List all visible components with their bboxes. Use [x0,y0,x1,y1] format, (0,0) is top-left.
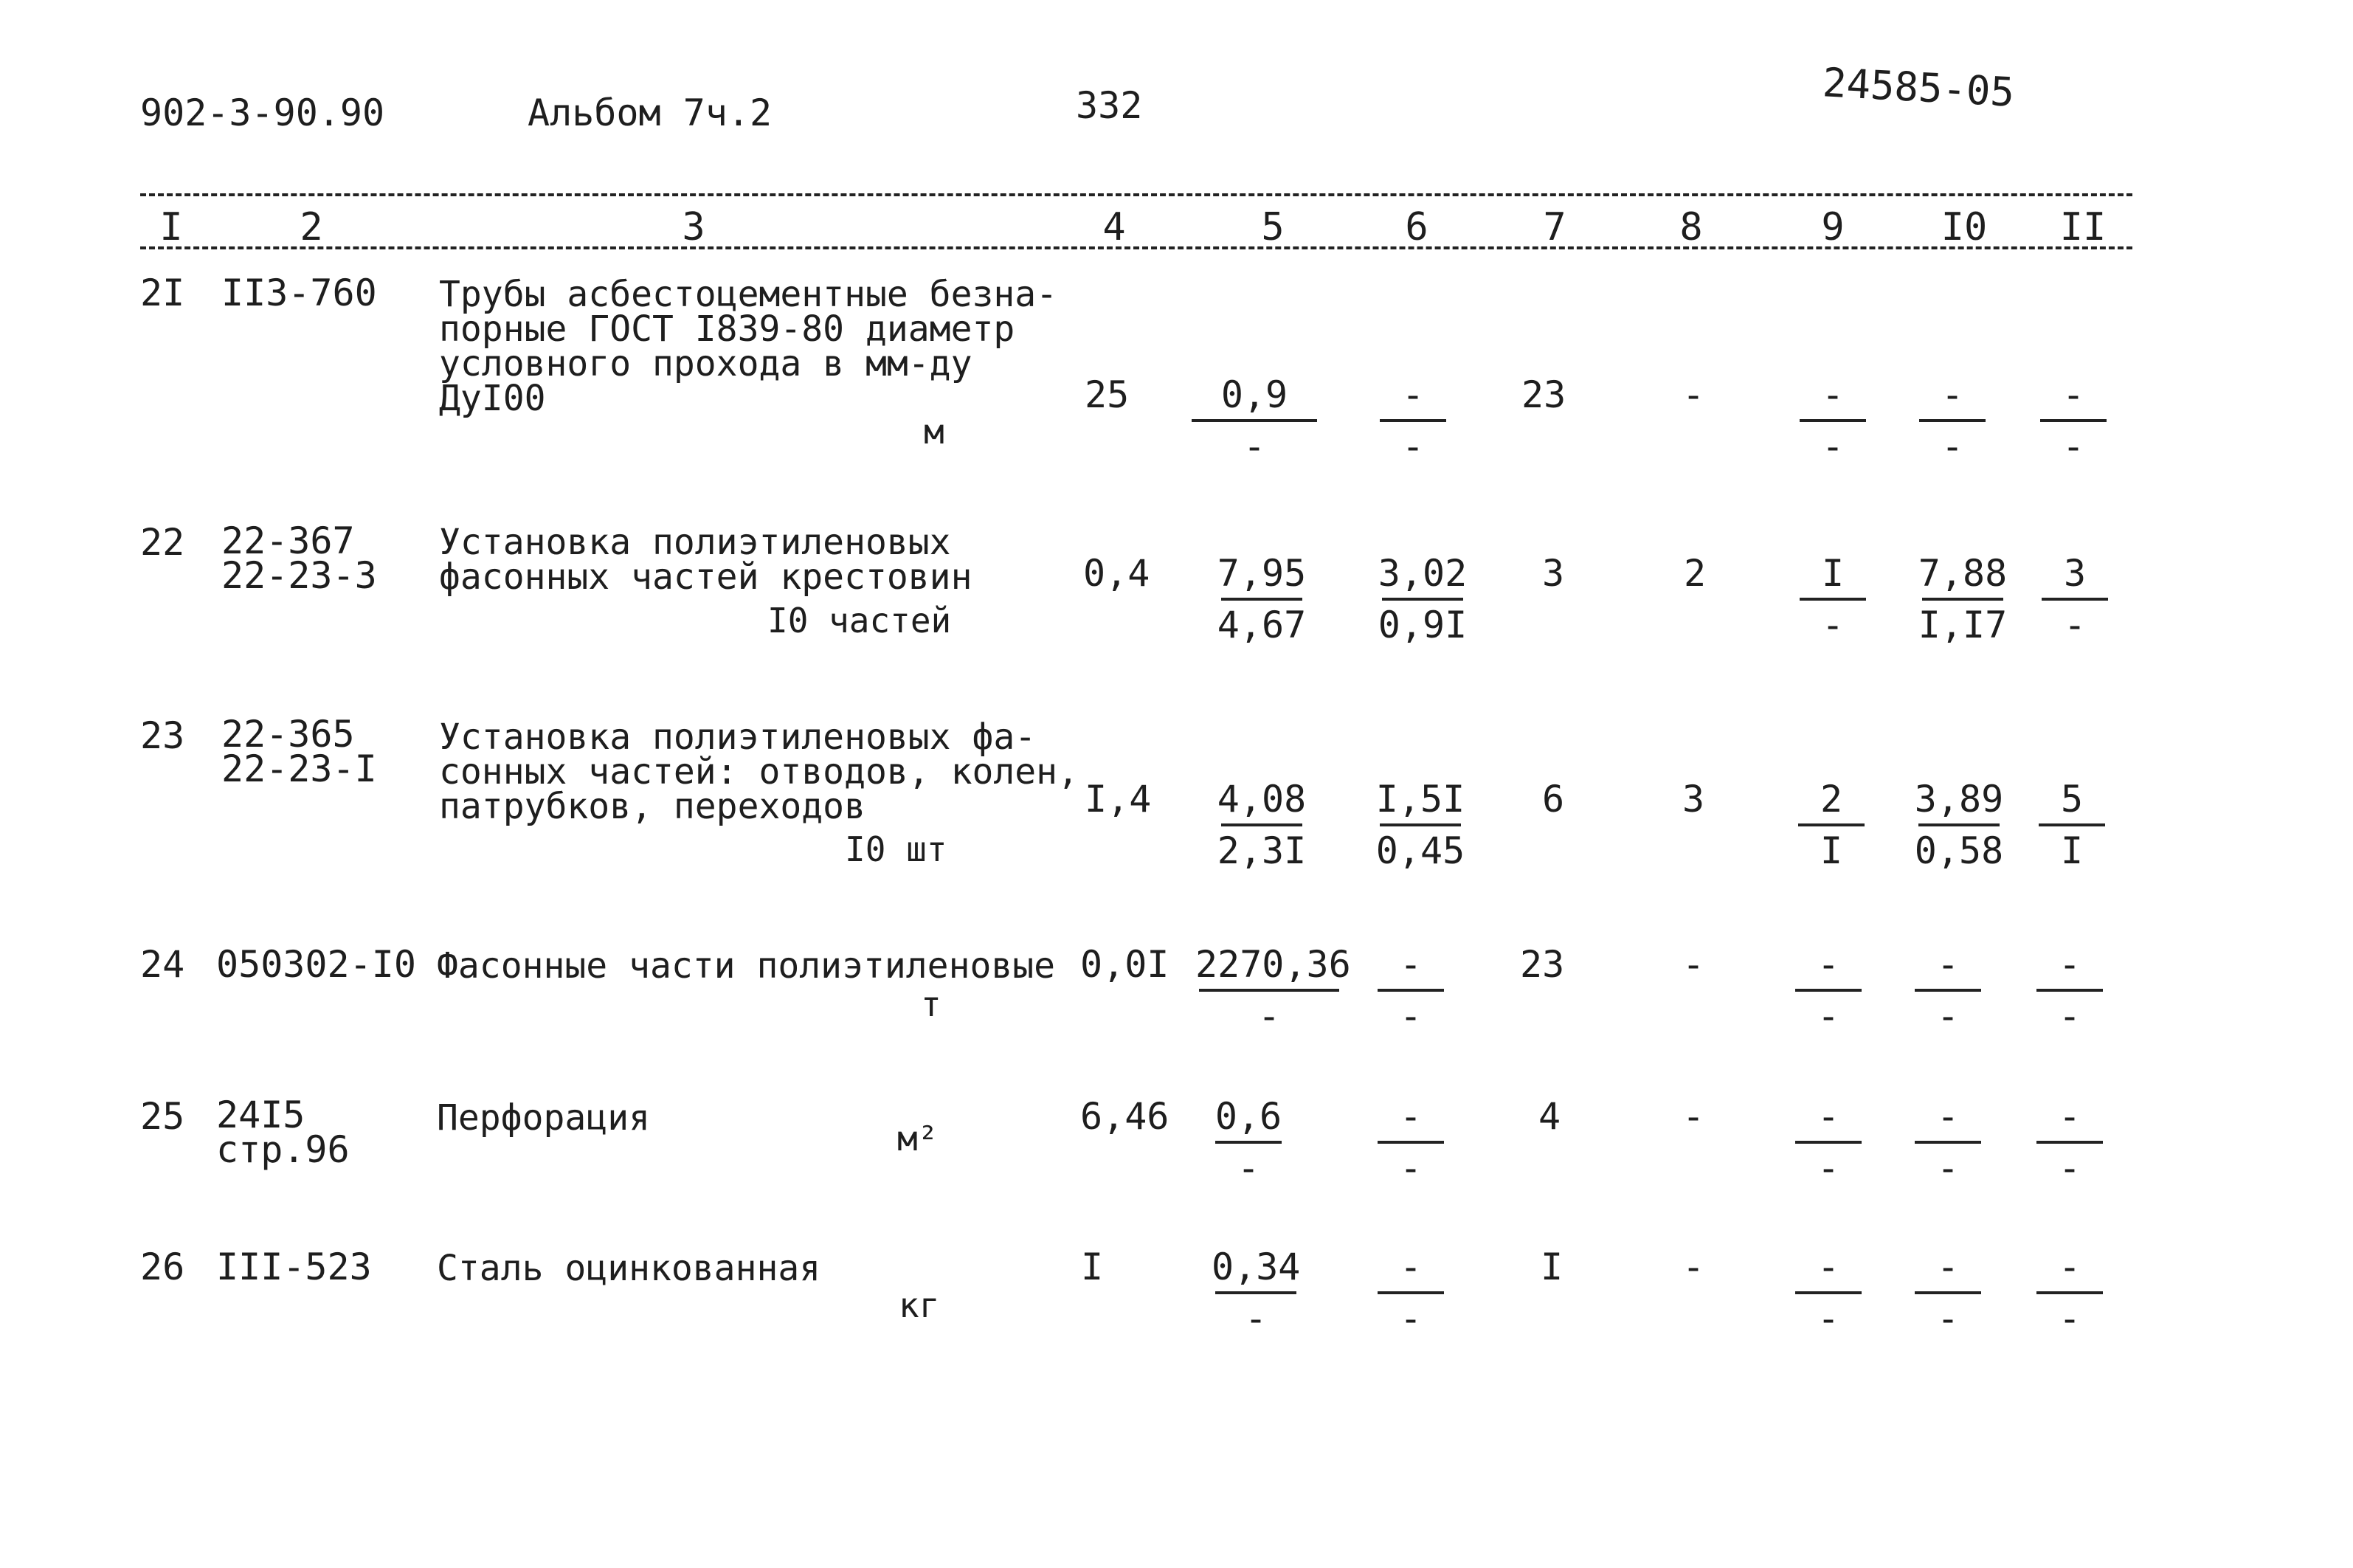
row-col10-fraction: - - [1915,946,1981,1039]
row-unit: т [921,984,941,1024]
page-number: 332 [1076,84,1143,127]
album-label: Альбом 7ч.2 [528,91,773,134]
row-quantity: I [1081,1246,1104,1288]
row-col11-fraction: - - [2036,946,2103,1039]
row-description: Перфорация [437,1097,650,1139]
row-col8: - [1682,943,1705,986]
column-header-9: 9 [1821,205,1845,249]
row-col10-fraction: - - [1919,376,1986,469]
row-col6-fraction: - - [1380,376,1446,469]
row-col8: - [1682,1246,1705,1288]
row-unit: кг [899,1285,940,1325]
row-col6-fraction: - - [1378,1248,1444,1341]
document-code: 902-3-90.90 [140,91,385,134]
row-col7: 4 [1538,1095,1561,1138]
row-col11-fraction: - - [2036,1098,2103,1191]
column-header-8: 8 [1679,205,1703,249]
row-col5-fraction: 0,34 - [1212,1246,1301,1340]
row-col8: - [1682,1095,1705,1138]
row-unit: м² [897,1119,939,1158]
row-code: III-523 [216,1246,372,1288]
column-header-2: 2 [300,205,323,249]
row-col6-fraction: I,5I 0,45 [1375,778,1465,872]
column-header-10: I0 [1941,205,1988,249]
row-code: 22-365 22-23-I [221,713,377,790]
row-code: 24I5 стр.96 [216,1094,350,1171]
row-col7: 3 [1542,552,1565,595]
row-col11-fraction: - - [2040,376,2107,469]
column-header-7: 7 [1543,205,1566,249]
document-stamp: 24585-05 [1821,59,2016,116]
row-col9-fraction: - - [1795,1098,1862,1191]
row-number: 25 [140,1095,185,1138]
row-col7: I [1541,1246,1564,1288]
row-quantity: 0,0I [1080,943,1169,986]
column-header-11: II [2059,205,2107,249]
row-col8: 2 [1684,552,1707,595]
row-col10-fraction: - - [1915,1248,1981,1341]
row-col5-fraction: 0,9 - [1192,376,1317,469]
row-col7: 23 [1520,943,1565,986]
row-col11-fraction: - - [2036,1248,2103,1341]
row-col6-fraction: - - [1378,946,1444,1039]
row-col5-fraction: 0,6 - [1214,1095,1282,1189]
column-header-1: I [159,205,183,249]
row-col5-fraction: 4,08 2,3I [1217,778,1307,872]
row-col7: 6 [1542,778,1565,821]
header-rule-top [140,193,2132,196]
row-number: 26 [140,1246,185,1288]
column-header-5: 5 [1261,205,1285,249]
row-unit: м [924,412,944,452]
row-number: 2I [140,272,185,314]
row-col9-fraction: - - [1800,376,1866,469]
row-col9-fraction: I - [1800,555,1866,648]
row-description: Фасонные части полиэтиленовые [437,945,1056,987]
row-quantity: 25 [1085,373,1130,416]
row-col11-fraction: 5 I [2039,781,2105,874]
row-description: Сталь оцинкованная [437,1248,821,1289]
row-quantity: 6,46 [1080,1095,1169,1138]
row-number: 24 [140,943,185,986]
row-col9-fraction: - - [1795,946,1862,1039]
row-col9-fraction: - - [1795,1248,1862,1341]
row-description: Установка полиэтиленовых фасонных частей крестовин [439,522,972,598]
row-unit: I0 шт [845,829,947,869]
row-col8: 3 [1682,778,1705,821]
row-number: 22 [140,521,185,564]
row-col9-fraction: 2 I [1798,781,1865,874]
column-header-6: 6 [1405,205,1428,249]
row-unit: I0 частей [767,601,952,640]
column-header-3: 3 [682,205,705,249]
row-quantity: 0,4 [1083,552,1150,595]
row-code: 22-367 22-23-3 [221,519,377,597]
row-col10-fraction: 7,88 I,I7 [1918,552,2008,646]
row-col5-fraction: 7,95 4,67 [1217,552,1307,646]
row-number: 23 [140,714,185,757]
row-quantity: I,4 [1085,778,1152,821]
row-code: II3-760 [221,272,377,314]
row-col11-fraction: 3 - [2042,555,2108,648]
row-col5-fraction: 2270,36 - [1195,943,1351,1037]
row-description: Установка полиэтиленовых фа- сонных частей: отводов, колен, патрубков, переходов [439,716,1079,827]
row-col7: 23 [1521,373,1566,416]
row-code: 050302-I0 [216,943,416,986]
row-col6-fraction: - - [1378,1098,1444,1191]
row-col10-fraction: - - [1915,1098,1981,1191]
row-col6-fraction: 3,02 0,9I [1378,552,1468,646]
row-description: Трубы асбестоцементные безна- порные ГОСТ I839-80 диаметр условного прохода в мм-ду ДуI00 [439,274,1058,419]
row-col10-fraction: 3,89 0,58 [1914,778,2004,872]
column-header-4: 4 [1102,205,1126,249]
row-col8: - [1682,373,1705,416]
